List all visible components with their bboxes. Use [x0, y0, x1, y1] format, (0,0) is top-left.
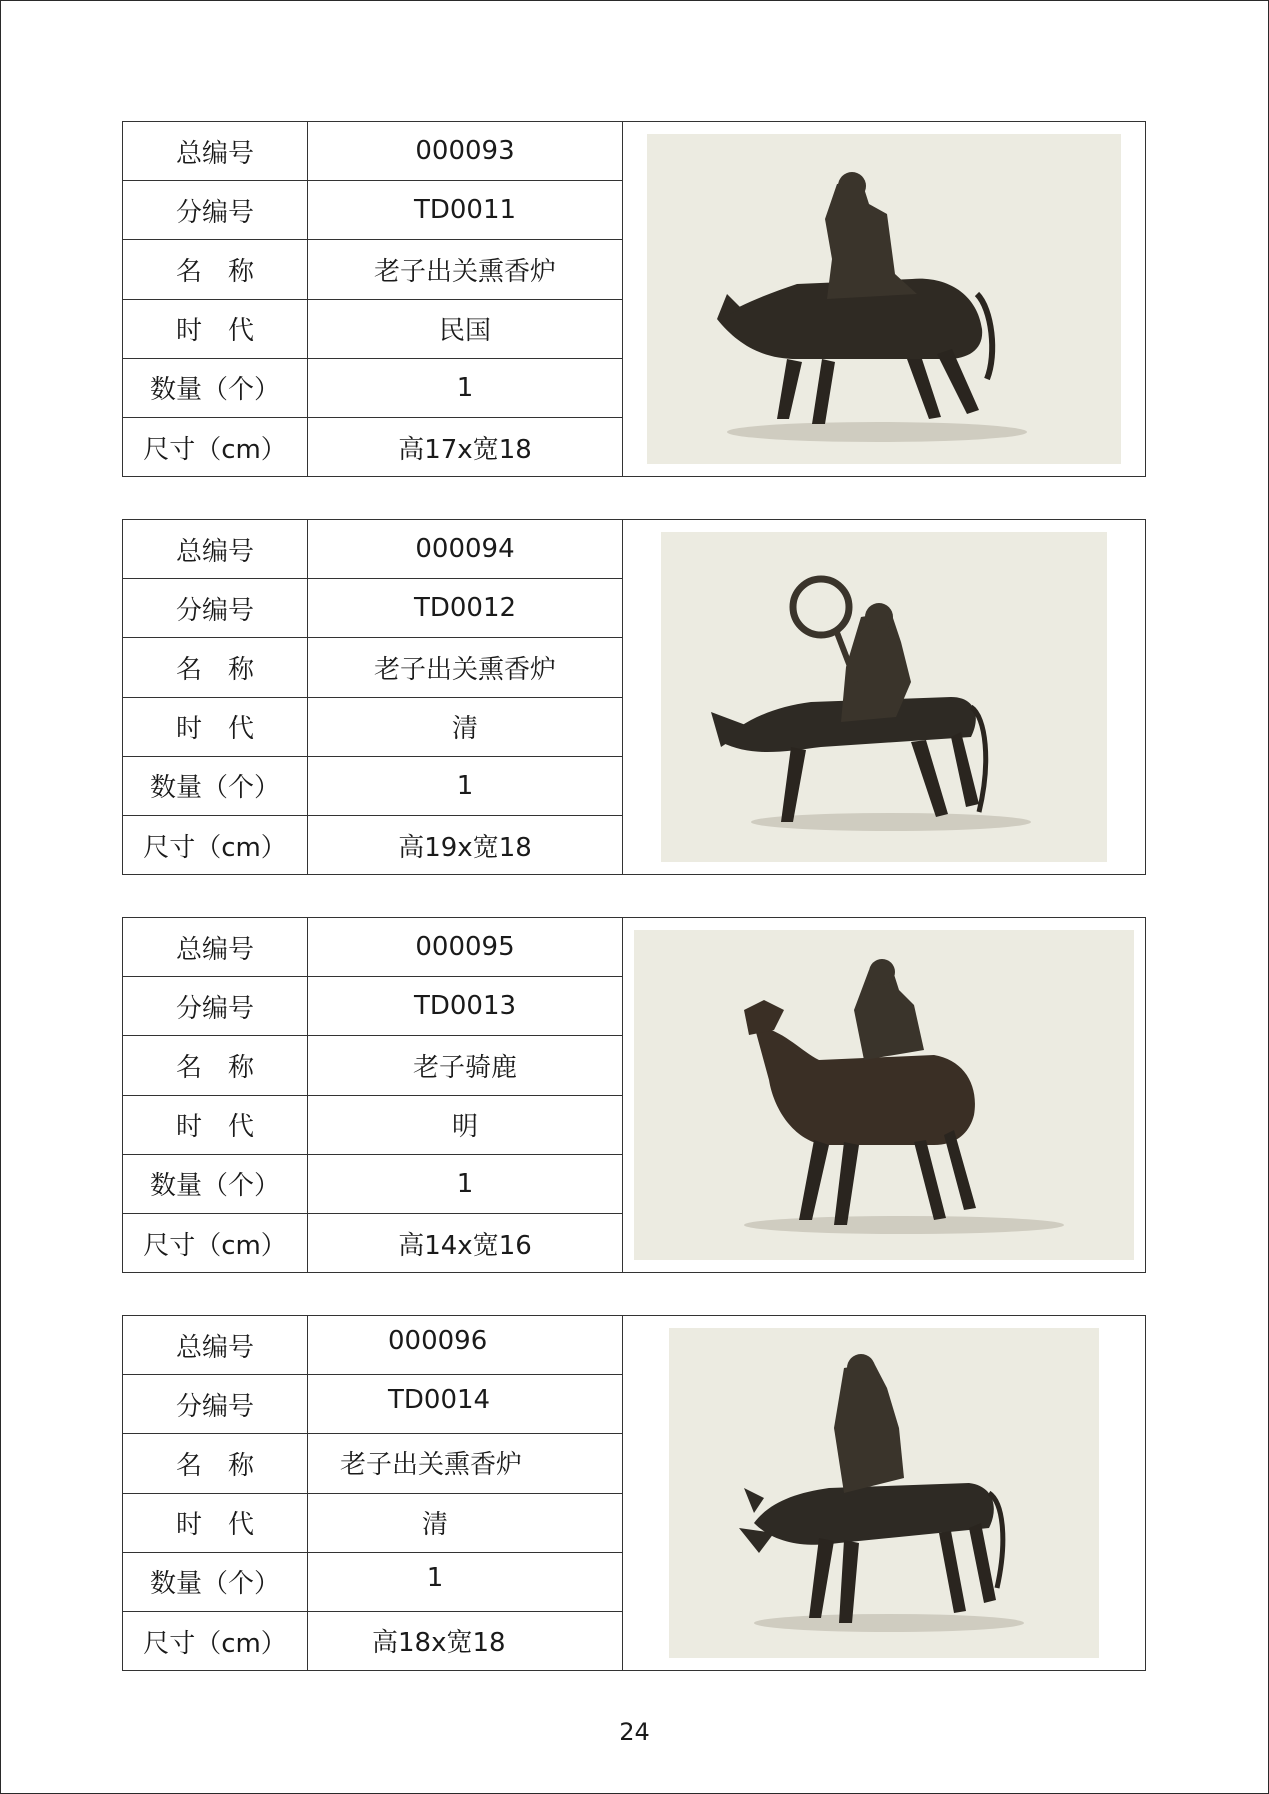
value-name: 老子出关熏香炉 [308, 1434, 622, 1493]
label-total-no: 总编号 [123, 520, 307, 579]
value-column [308, 122, 623, 476]
label-name: 名 称 [123, 1434, 307, 1493]
value-sub-no: TD0013 [308, 977, 622, 1036]
catalog-record [122, 121, 1146, 477]
label-column [123, 520, 308, 874]
label-column [123, 1316, 308, 1670]
label-era: 时 代 [123, 300, 307, 359]
value-total-no: 000093 [308, 122, 622, 181]
value-quantity: 1 [308, 359, 622, 418]
label-era: 时 代 [123, 1096, 307, 1155]
value-sub-no: TD0011 [308, 181, 622, 240]
value-column [308, 520, 623, 874]
value-total-no: 000096 [308, 1316, 622, 1375]
value-era: 清 [308, 698, 622, 757]
label-total-no: 总编号 [123, 1316, 307, 1375]
label-era: 时 代 [123, 1494, 307, 1553]
value-name: 老子出关熏香炉 [308, 240, 622, 299]
catalog-record [122, 519, 1146, 875]
label-size: 尺寸（cm） [143, 435, 287, 466]
value-quantity: 1 [308, 1553, 622, 1612]
label-sub-no: 分编号 [123, 181, 307, 240]
value-quantity: 1 [308, 757, 622, 816]
label-name: 名 称 [123, 638, 307, 697]
value-size: 高14x宽16 [398, 1231, 532, 1262]
label-column [123, 122, 308, 476]
value-sub-no: TD0014 [308, 1375, 622, 1434]
label-era: 时 代 [123, 698, 307, 757]
value-era: 清 [308, 1494, 622, 1553]
label-quantity: 数量（个） [123, 757, 307, 816]
value-era: 明 [308, 1096, 622, 1155]
value-sub-no: TD0012 [308, 579, 622, 638]
value-name: 老子骑鹿 [308, 1036, 622, 1095]
value-name: 老子出关熏香炉 [308, 638, 622, 697]
label-sub-no: 分编号 [123, 579, 307, 638]
page-number: 24 [619, 1718, 650, 1746]
label-name: 名 称 [123, 1036, 307, 1095]
laozi-on-deer-photo [634, 930, 1134, 1260]
label-name: 名 称 [123, 240, 307, 299]
value-total-no: 000094 [308, 520, 622, 579]
value-era: 民国 [308, 300, 622, 359]
value-size: 高17x宽18 [398, 435, 532, 466]
label-size: 尺寸（cm） [143, 833, 287, 864]
value-quantity: 1 [308, 1155, 622, 1214]
laozi-on-ox-photo [661, 532, 1107, 862]
label-total-no: 总编号 [123, 918, 307, 977]
laozi-on-ox-photo [647, 134, 1121, 464]
label-sub-no: 分编号 [123, 977, 307, 1036]
laozi-on-ox-photo [669, 1328, 1099, 1658]
value-column [308, 918, 623, 1272]
label-quantity: 数量（个） [123, 359, 307, 418]
catalog-record [122, 917, 1146, 1273]
label-quantity: 数量（个） [123, 1553, 307, 1612]
value-total-no: 000095 [308, 918, 622, 977]
label-sub-no: 分编号 [123, 1375, 307, 1434]
label-column [123, 918, 308, 1272]
label-size: 尺寸（cm） [143, 1231, 287, 1262]
catalog-record [122, 1315, 1146, 1671]
value-size: 高19x宽18 [398, 833, 532, 864]
label-quantity: 数量（个） [123, 1155, 307, 1214]
label-size: 尺寸（cm） [143, 1629, 287, 1660]
value-column [308, 1316, 623, 1670]
value-size: 高18x宽18 [372, 1627, 506, 1658]
label-total-no: 总编号 [123, 122, 307, 181]
